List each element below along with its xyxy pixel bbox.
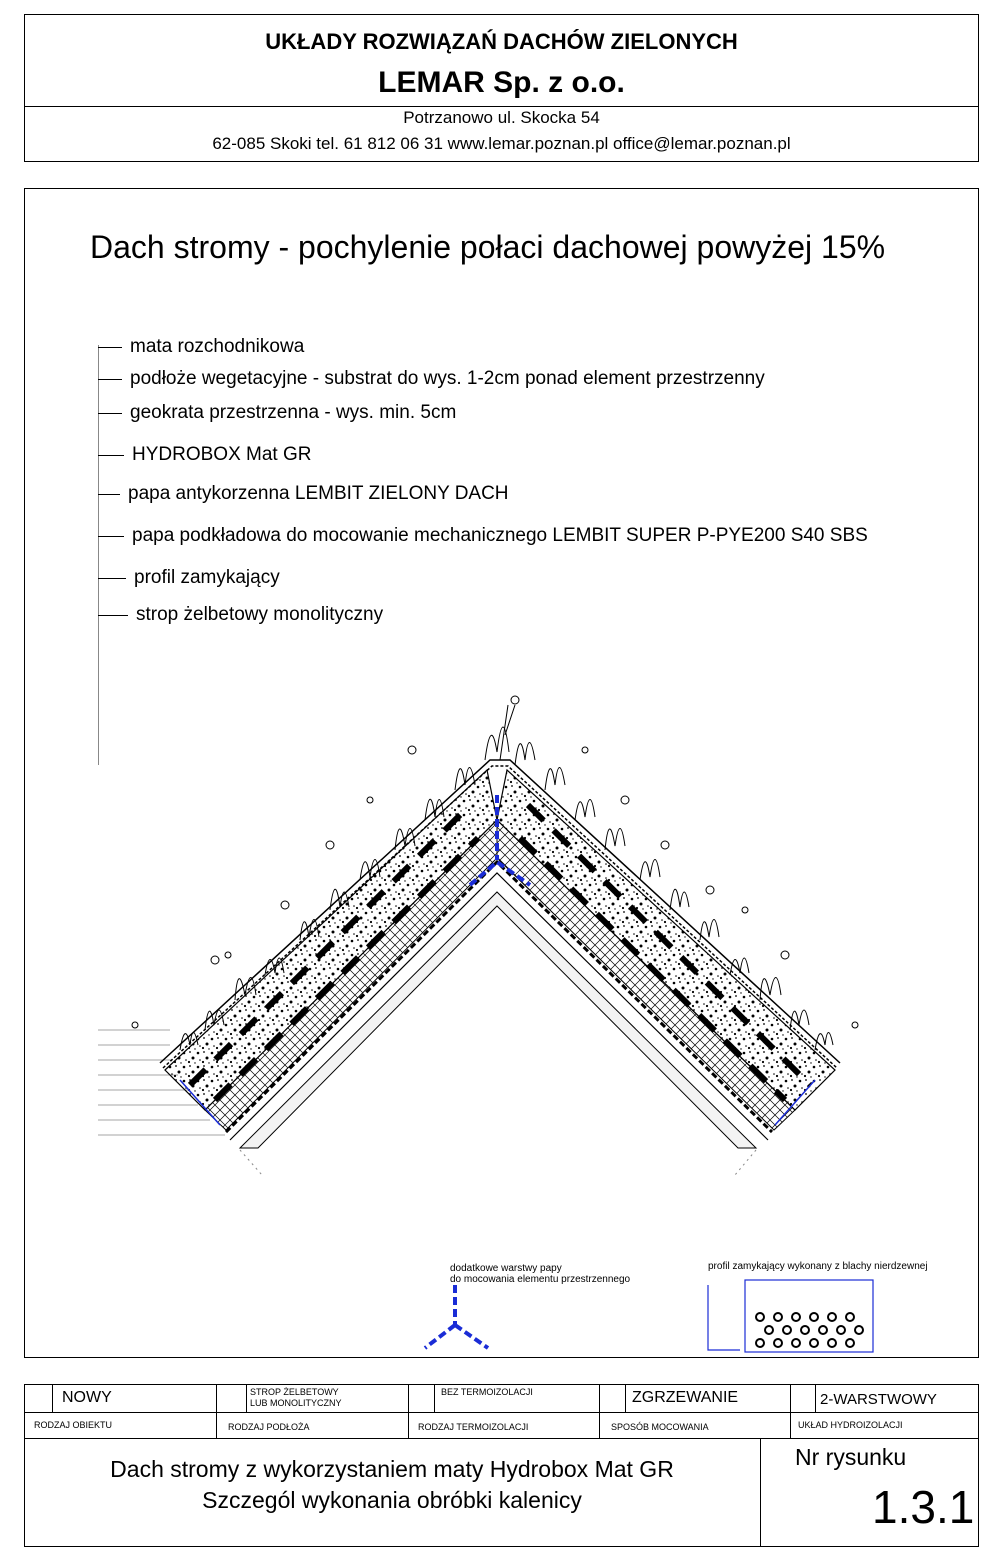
- geokrata-right: [497, 820, 795, 1130]
- value-substrate-line-1: STROP ŻELBETOWY: [250, 1387, 339, 1397]
- footer-col-3b: [625, 1384, 626, 1412]
- footer-row-divider-2: [24, 1438, 979, 1439]
- footer-col-1b: [246, 1384, 247, 1412]
- label-insulation: RODZAJ TERMOIZOLACJI: [418, 1422, 529, 1432]
- value-insulation: BEZ TERMOIZOLACJI: [441, 1387, 533, 1397]
- drawing-number-label: Nr rysunku: [795, 1444, 907, 1470]
- label-fixing-method: SPOSÓB MOCOWANIA: [611, 1422, 709, 1432]
- footer-row-divider-1: [24, 1412, 979, 1413]
- description-line-1: Dach stromy z wykorzystaniem maty Hydrobox Mat GR: [110, 1456, 674, 1482]
- footer-col-2b: [434, 1384, 435, 1412]
- company-name: LEMAR Sp. z o.o.: [378, 66, 625, 99]
- footer-col-2: [408, 1384, 409, 1438]
- value-fixing-method: ZGRZEWANIE: [632, 1389, 739, 1406]
- label-waterproofing: UKŁAD HYDROIZOLACJI: [798, 1420, 903, 1430]
- layer-label-4: HYDROBOX Mat GR: [98, 445, 311, 465]
- layer-label-8: strop żelbetowy monolityczny: [98, 605, 383, 625]
- note-extra-layers-2: do mocowania elementu przestrzennego: [450, 1274, 631, 1285]
- layer-label-6: papa podkładowa do mocowanie mechanicznego LEMBIT SUPER P-PYE200 S40 SBS: [98, 526, 868, 546]
- footer-col-0: [52, 1384, 53, 1412]
- value-object-type: NOWY: [62, 1389, 112, 1406]
- layer-label-7: profil zamykający: [98, 568, 280, 588]
- footer-col-4: [790, 1384, 791, 1438]
- address-line-2: 62-085 Skoki tel. 61 812 06 31 www.lemar.poznan.pl office@lemar.poznan.pl: [212, 134, 791, 153]
- value-waterproofing: 2-WARSTWOWY: [820, 1391, 937, 1408]
- value-substrate-line-2: LUB MONOLITYCZNY: [250, 1398, 342, 1408]
- footer-col-3: [599, 1384, 600, 1438]
- footer-col-1: [216, 1384, 217, 1438]
- address-line-1: Potrzanowo ul. Skocka 54: [403, 108, 600, 127]
- label-substrate: RODZAJ PODŁOŻA: [228, 1422, 310, 1432]
- description-line-2: Szczegól wykonania obróbki kalenicy: [202, 1487, 582, 1513]
- layer-label-3: geokrata przestrzenna - wys. min. 5cm: [98, 403, 456, 423]
- note-profile: profil zamykający wykonany z blachy nierdzewnej: [708, 1261, 928, 1272]
- label-object-type: RODZAJ OBIEKTU: [34, 1420, 113, 1430]
- continuation-lines: [240, 1150, 756, 1175]
- layer-label-1: mata rozchodnikowa: [98, 337, 304, 357]
- note-extra-layers-1: dodatkowe warstwy papy: [450, 1263, 562, 1274]
- drawing-heading: Dach stromy - pochylenie połaci dachowej powyżej 15%: [90, 229, 886, 265]
- drawing-number-value: 1.3.1: [872, 1481, 975, 1533]
- layer-label-5: papa antykorzenna LEMBIT ZIELONY DACH: [98, 484, 509, 504]
- header-title: UKŁADY ROZWIĄZAŃ DACHÓW ZIELONYCH: [265, 29, 738, 54]
- layer-label-2: podłoże wegetacyjne - substrat do wys. 1-2cm ponad element przestrzenny: [98, 369, 765, 389]
- profile-perforation: [756, 1313, 863, 1347]
- footer-number-divider: [760, 1438, 761, 1547]
- footer-col-4b: [815, 1384, 816, 1412]
- extra-layers-symbol: [425, 1285, 488, 1348]
